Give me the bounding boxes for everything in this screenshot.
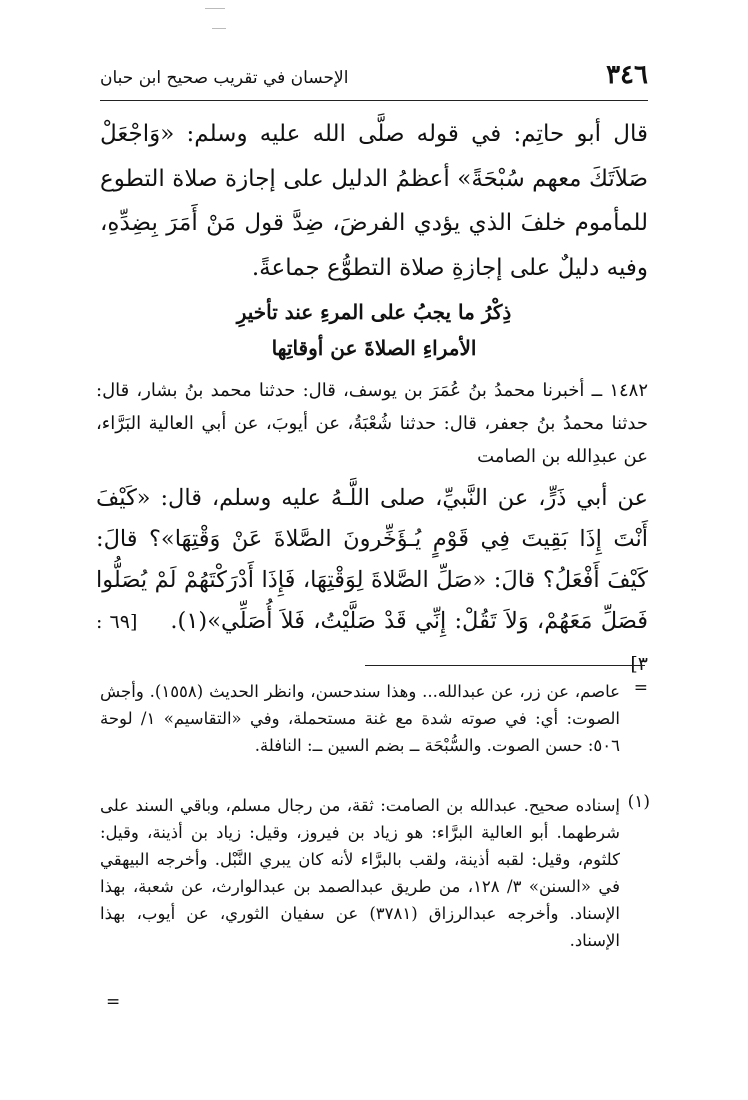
scan-mark <box>205 8 225 9</box>
section-title <box>100 294 648 366</box>
footnote-continuation: عاصم، عن زر، عن عبدالله... وهذا سندحسن، وانظر الحديث (١٥٥٨). وأجش الصوت: أي: في صوته شدة مع غنة مستحملة، وفي «التقاسيم» ١/ لوحة ٥٠٦: حسن الصوت. والسُّبْحَة ــ بضم السين ــ: النافلة. <box>100 682 620 755</box>
hadith-matn <box>96 478 648 685</box>
hadith-reference: [٦٩ : ٣] <box>96 611 648 675</box>
hadith-matn-text: عن أبي ذَرٍّ، عن النَّبيِّ، صلى اللَّـهُ عليه وسلم، قال: «كَيْفَ أَنْتَ إِذَا بَقِيتَ فِي قَوْمٍ يُـؤَخِّرونَ الصَّلاةَ عَنْ وَقْتِهَا»؟ قالَ: كَيْفَ أَفْعَلُ؟ قالَ: «صَلِّ الصَّلاةَ لِوَقْتِهَا، فَإِذَا أَدْرَكْتَهُمْ لَمْ يُصَلُّوا فَصَلِّ مَعَهُمْ، وَلاَ تَقُلْ: إِنِّي قَدْ صَلَّيْتُ، فَلاَ أُصَلِّي»(١). <box>96 485 648 634</box>
footnote-separator <box>365 665 645 666</box>
scan-mark <box>212 28 226 29</box>
footnote-continuation-marker: = <box>633 678 648 698</box>
header-rule <box>100 100 648 101</box>
page-number: ٣٤٦ <box>606 60 648 90</box>
section-title-line-2: الأمراءِ الصلاةَ عن أوقاتِها <box>271 336 477 360</box>
book-title: الإحسان في تقريب صحيح ابن حبان <box>100 68 349 88</box>
page-header <box>100 60 648 100</box>
footnote-1: إسناده صحيح. عبدالله بن الصامت: ثقة، من رجال مسلم، وباقي السند على شرطهما. أبو العالية البرَّاء: هو زياد بن فيروز، وقيل: زياد بن أذينة، وقيل: كلثوم، وقيل: لقبه أذينة، ولقب بالبرَّاء لأنه كان يبري النَّبْل. وأخرجه البيهقي في «السنن» ٣/ ١٢٨، من طريق عبدالصمد بن عبدالوارث، عن شعبة، بهذا الإسناد. وأخرجه عبدالرزاق (٣٧٨١) عن سفيان الثوري، عن أيوب، بهذا الإسناد. <box>100 796 620 950</box>
section-title-line-1: ذِكْرُ ما يجبُ على المرءِ عند تأخيرِ <box>236 300 512 324</box>
footnote-1-marker: (١) <box>627 792 650 812</box>
hadith-isnad: ١٤٨٢ ــ أخبرنا محمدُ بنُ عُمَرَ بن يوسف، قال: حدثنا محمد بنُ بشار، قال: حدثنا محمدُ بنُ جعفر، قال: حدثنا شُعْبَةُ، عن أيوبَ، عن أبي العالية البَرَّاء، عن عبدِالله بن الصامت <box>96 380 648 467</box>
commentary-paragraph: قال أبو حاتِم: في قوله صلَّى الله عليه وسلم: «وَاجْعَلْ صَلاَتَكَ معهم سُبْحَةً» أعظمُ الدليل على إجازة صلاة التطوع للمأموم خلفَ الذي يؤدي الفرضَ، ضِدَّ قول مَنْ أَمَرَ بِضِدِّهِ، وفيه دليلٌ على إجازةِ صلاة التطوُّع جماعةً. <box>100 121 648 281</box>
footnote-bottom-marker: = <box>106 992 121 1012</box>
